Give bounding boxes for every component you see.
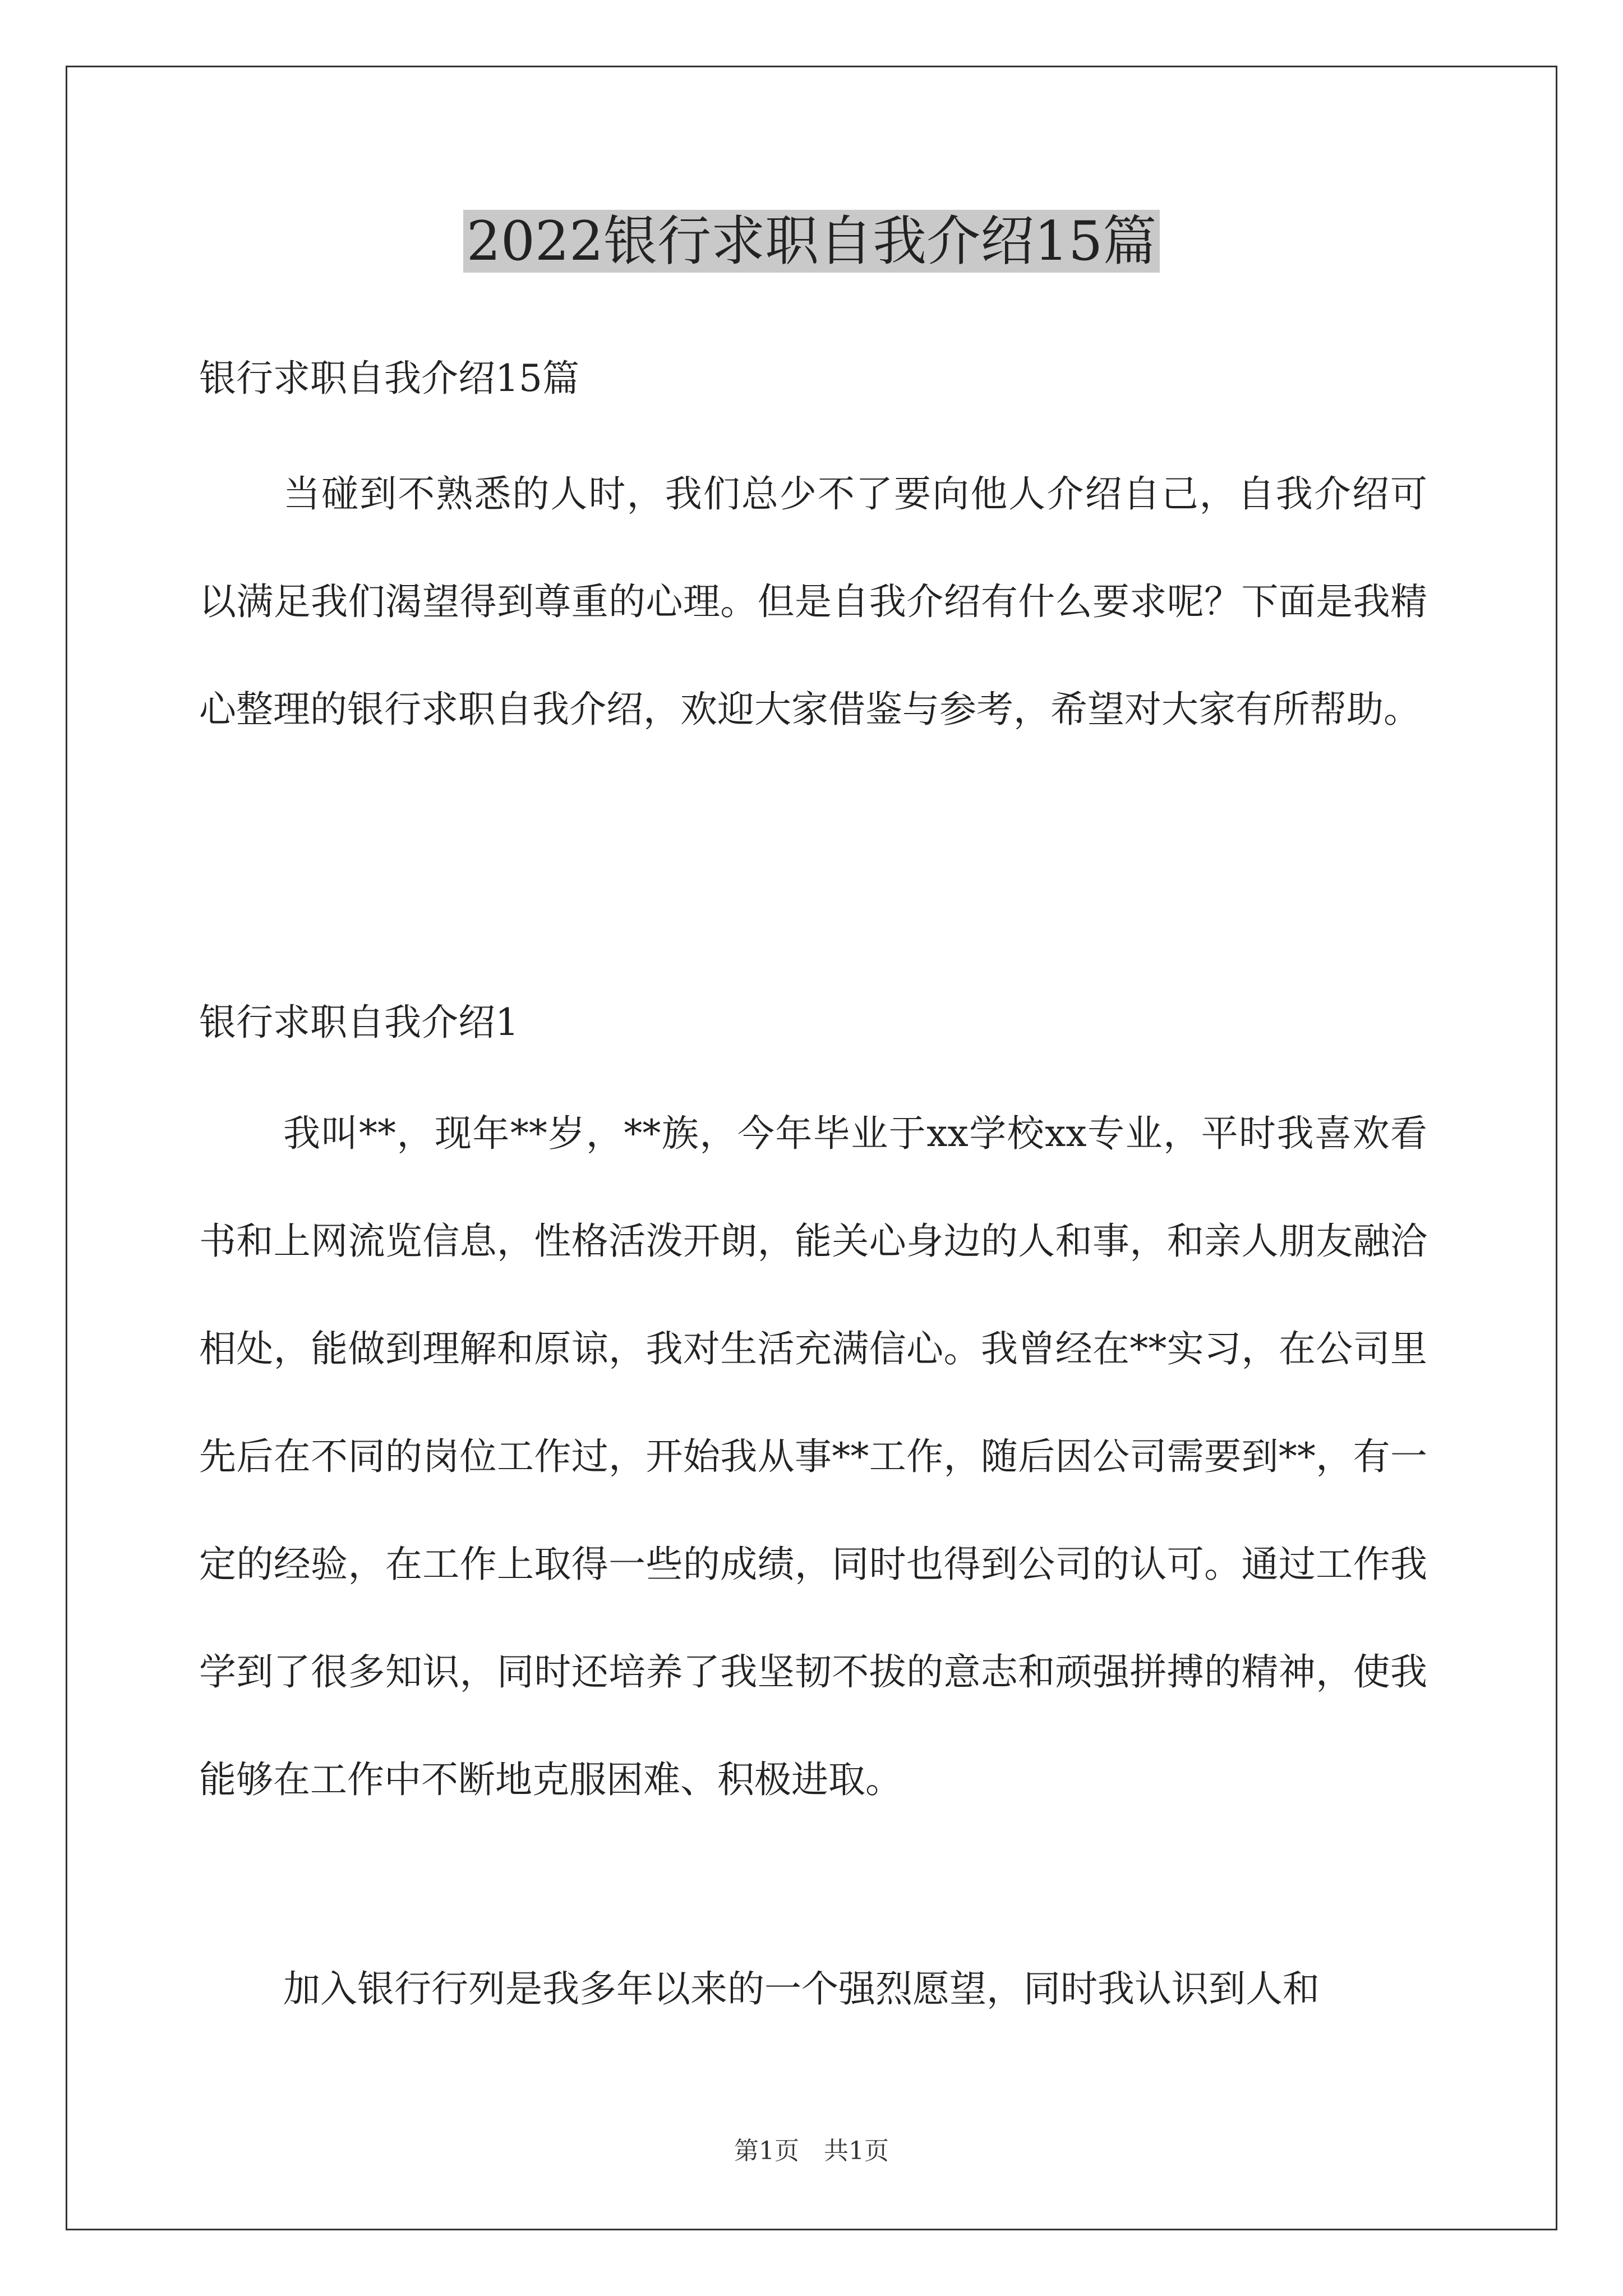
document-title <box>0 199 1623 283</box>
section-heading: 银行求职自我介绍1 <box>199 1001 519 1044</box>
body-paragraph: 加入银行行列是我多年以来的一个强烈愿望，同时我认识到人和 <box>283 1967 1320 2010</box>
document-title-text: 2022银行求职自我介绍15篇 <box>463 210 1160 273</box>
intro-paragraph: 当碰到不熟悉的人时，我们总少不了要向他人介绍自己，自我介绍可以满足我们渴望得到尊重的心理。但是自我介绍有什么要求呢？下面是我精心整理的银行求职自我介绍，欢迎大家借鉴与参考，希望对大家有所帮助。 <box>199 472 1427 731</box>
document-subtitle: 银行求职自我介绍15篇 <box>199 357 579 400</box>
page-footer: 第1页 共1页 <box>734 2137 889 2165</box>
body-paragraph: 我叫**，现年**岁，**族，今年毕业于xx学校xx专业，平时我喜欢看书和上网流览信息，性格活泼开朗，能关心身边的人和事，和亲人朋友融洽相处，能做到理解和原谅，我对生活充满信心。我曾经在**实习，在公司里先后在不同的岗位工作过，开始我从事**工作，随后因公司需要到**，有一定的经验，在工作上取得一些的成绩，同时也得到公司的认可。通过工作我学到了很多知识，同时还培养了我坚韧不拔的意志和顽强拼搏的精神，使我能够在工作中不断地克服困难、积极进取。 <box>199 1112 1427 1801</box>
